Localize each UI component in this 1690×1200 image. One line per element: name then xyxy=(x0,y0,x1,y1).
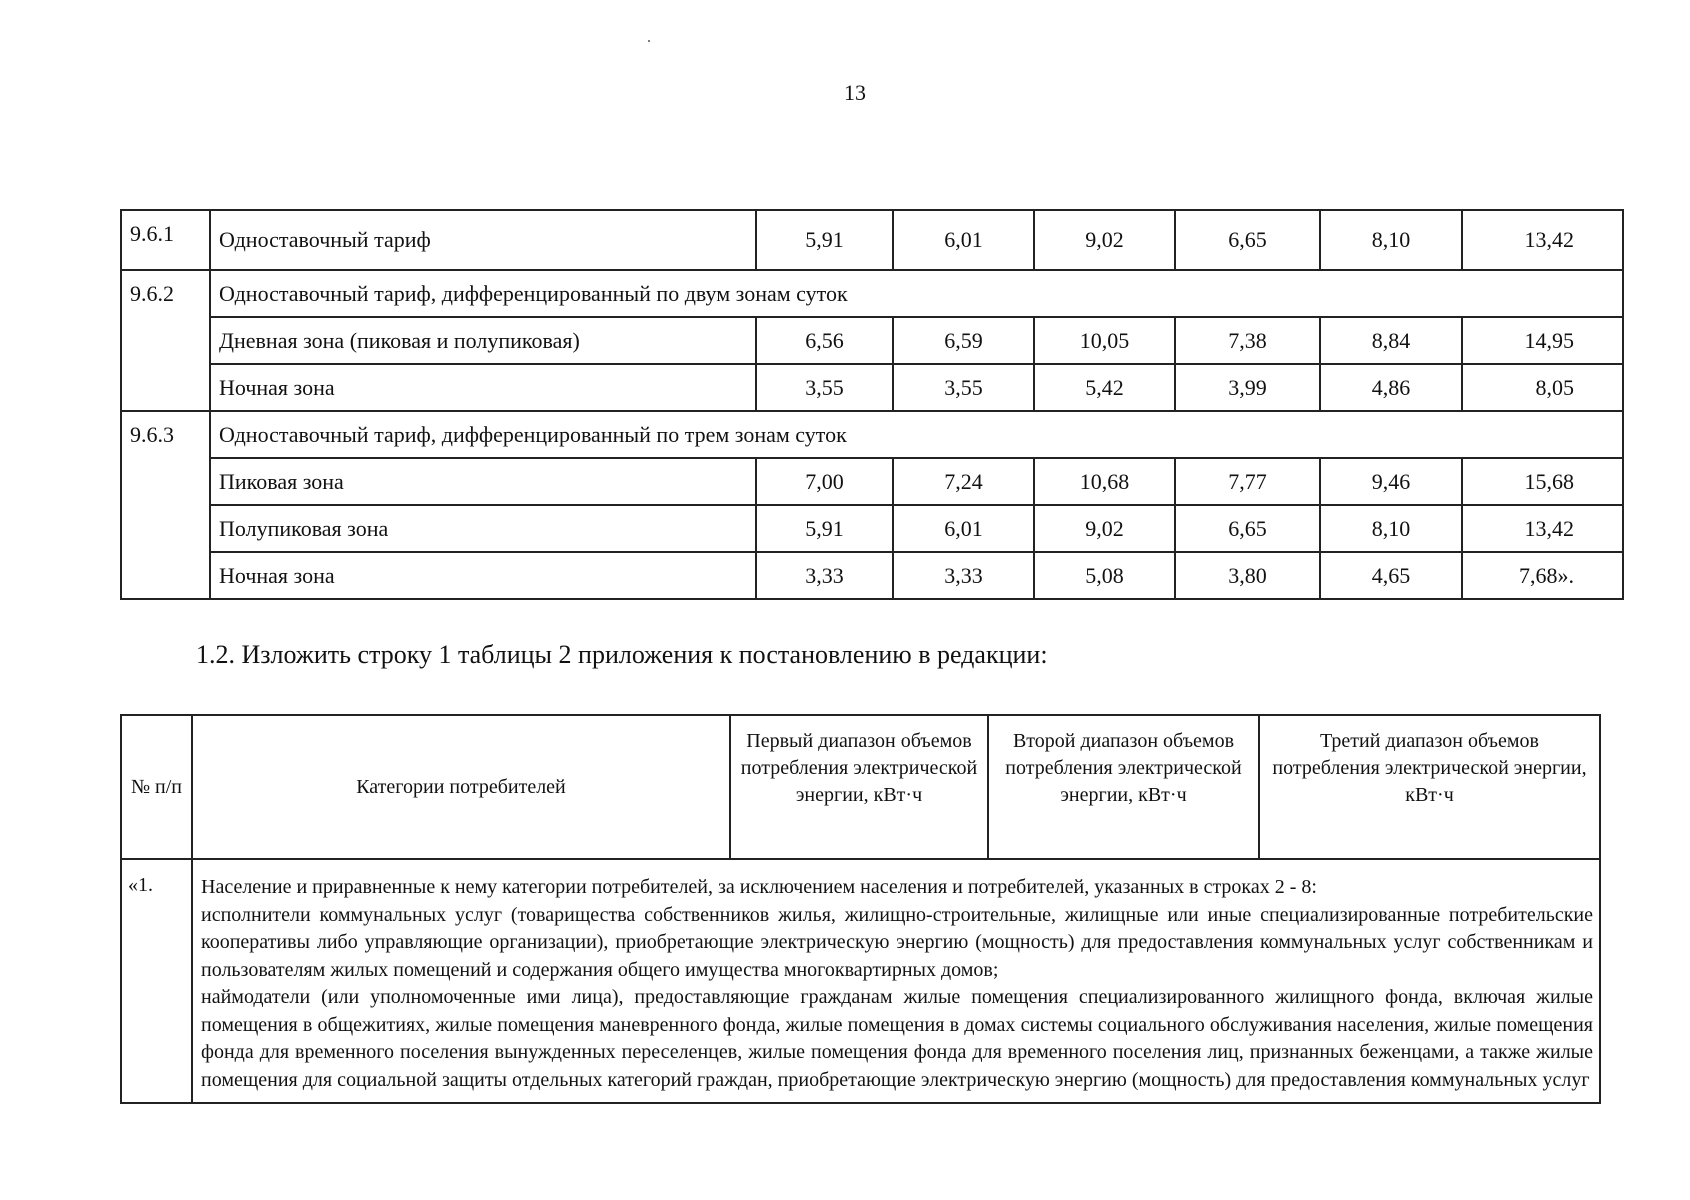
value-cell: 5,08 xyxy=(1034,552,1175,599)
value-cell: 3,55 xyxy=(756,364,893,411)
row-label: Одноставочный тариф, дифференцированный по трем зонам суток xyxy=(210,411,1623,458)
header-range-3: Третий диапазон объемов потребления электрической энергии, кВт·ч xyxy=(1259,715,1600,859)
value-cell: 4,65 xyxy=(1320,552,1462,599)
value-cell: 14,95 xyxy=(1462,317,1623,364)
value-cell: 7,77 xyxy=(1175,458,1320,505)
value-cell: 8,05 xyxy=(1462,364,1623,411)
value-cell: 3,80 xyxy=(1175,552,1320,599)
table-header-row xyxy=(121,715,1600,859)
value-cell: 8,10 xyxy=(1320,210,1462,270)
tariff-table xyxy=(120,209,1624,600)
table-row xyxy=(121,458,1623,505)
table-row xyxy=(121,210,1623,270)
value-cell: 5,91 xyxy=(756,210,893,270)
value-cell: 5,42 xyxy=(1034,364,1175,411)
value-cell: 6,01 xyxy=(893,505,1034,552)
value-cell: 8,84 xyxy=(1320,317,1462,364)
value-cell: 6,65 xyxy=(1175,505,1320,552)
consumer-category-table xyxy=(120,714,1601,1104)
value-cell: 10,05 xyxy=(1034,317,1175,364)
row-number: «1. xyxy=(121,859,192,1103)
section-heading: 1.2. Изложить строку 1 таблицы 2 приложения к постановлению в редакции: xyxy=(196,640,1048,669)
row-code: 9.6.1 xyxy=(121,210,210,270)
row-label: Ночная зона xyxy=(210,552,756,599)
row-code: 9.6.2 xyxy=(121,270,210,411)
value-cell: 7,38 xyxy=(1175,317,1320,364)
description-paragraph: исполнители коммунальных услуг (товарищества собственников жилья, жилищно-строительные, жилищные или иные специализированные потребительские кооперативы либо управляющие организации), приобретающие электрическую энергию (мощность) для предоставления коммунальных услуг собственникам и пользователям жилых помещений и содержания общего имущества многоквартирных домов; xyxy=(201,903,1593,981)
description-paragraph: Население и приравненные к нему категории потребителей, за исключением населения и потребителей, указанных в строках 2 - 8: xyxy=(201,876,1317,898)
value-cell: 13,42 xyxy=(1462,505,1623,552)
value-cell: 3,33 xyxy=(756,552,893,599)
table-row xyxy=(121,270,1623,317)
value-cell: 6,59 xyxy=(893,317,1034,364)
table-row xyxy=(121,552,1623,599)
value-cell: 13,42 xyxy=(1462,210,1623,270)
value-cell: 4,86 xyxy=(1320,364,1462,411)
row-label: Ночная зона xyxy=(210,364,756,411)
value-cell: 15,68 xyxy=(1462,458,1623,505)
description-paragraph: наймодатели (или уполномоченные ими лица), предоставляющие гражданам жилые помещения специализированного жилищного фонда, включая жилые помещения в общежитиях, жилые помещения маневренного фонда, жилые помещения в домах системы социального обслуживания населения, жилые помещения фонда для временного поселения вынужденных переселенцев, жилые помещения фонда для временного поселения лиц, признанных беженцами, а также жилые помещения для социальной защиты отдельных категорий граждан, приобретающие электрическую энергию (мощность) для предоставления коммунальных услуг xyxy=(201,986,1593,1091)
row-label: Дневная зона (пиковая и полупиковая) xyxy=(210,317,756,364)
table-row xyxy=(121,505,1623,552)
value-cell: 5,91 xyxy=(756,505,893,552)
value-cell: 7,00 xyxy=(756,458,893,505)
value-cell: 10,68 xyxy=(1034,458,1175,505)
value-cell: 6,01 xyxy=(893,210,1034,270)
scan-dot xyxy=(648,40,650,42)
value-cell: 6,56 xyxy=(756,317,893,364)
value-cell: 9,02 xyxy=(1034,210,1175,270)
value-cell: 6,65 xyxy=(1175,210,1320,270)
table-row xyxy=(121,411,1623,458)
category-description xyxy=(192,859,1600,1103)
value-cell: 7,68». xyxy=(1462,552,1623,599)
header-range-1: Первый диапазон объемов потребления электрической энергии, кВт·ч xyxy=(730,715,988,859)
row-label: Одноставочный тариф xyxy=(210,210,756,270)
value-cell: 3,55 xyxy=(893,364,1034,411)
table-row xyxy=(121,859,1600,1103)
table-row xyxy=(121,364,1623,411)
row-label: Одноставочный тариф, дифференцированный по двум зонам суток xyxy=(210,270,1623,317)
header-row-number: № п/п xyxy=(121,715,192,859)
row-label: Пиковая зона xyxy=(210,458,756,505)
row-label: Полупиковая зона xyxy=(210,505,756,552)
table-row xyxy=(121,317,1623,364)
row-code: 9.6.3 xyxy=(121,411,210,599)
header-category: Категории потребителей xyxy=(192,715,730,859)
page-number: 13 xyxy=(844,80,866,105)
value-cell: 9,46 xyxy=(1320,458,1462,505)
header-range-2: Второй диапазон объемов потребления электрической энергии, кВт·ч xyxy=(988,715,1259,859)
value-cell: 3,33 xyxy=(893,552,1034,599)
value-cell: 7,24 xyxy=(893,458,1034,505)
value-cell: 9,02 xyxy=(1034,505,1175,552)
value-cell: 8,10 xyxy=(1320,505,1462,552)
value-cell: 3,99 xyxy=(1175,364,1320,411)
